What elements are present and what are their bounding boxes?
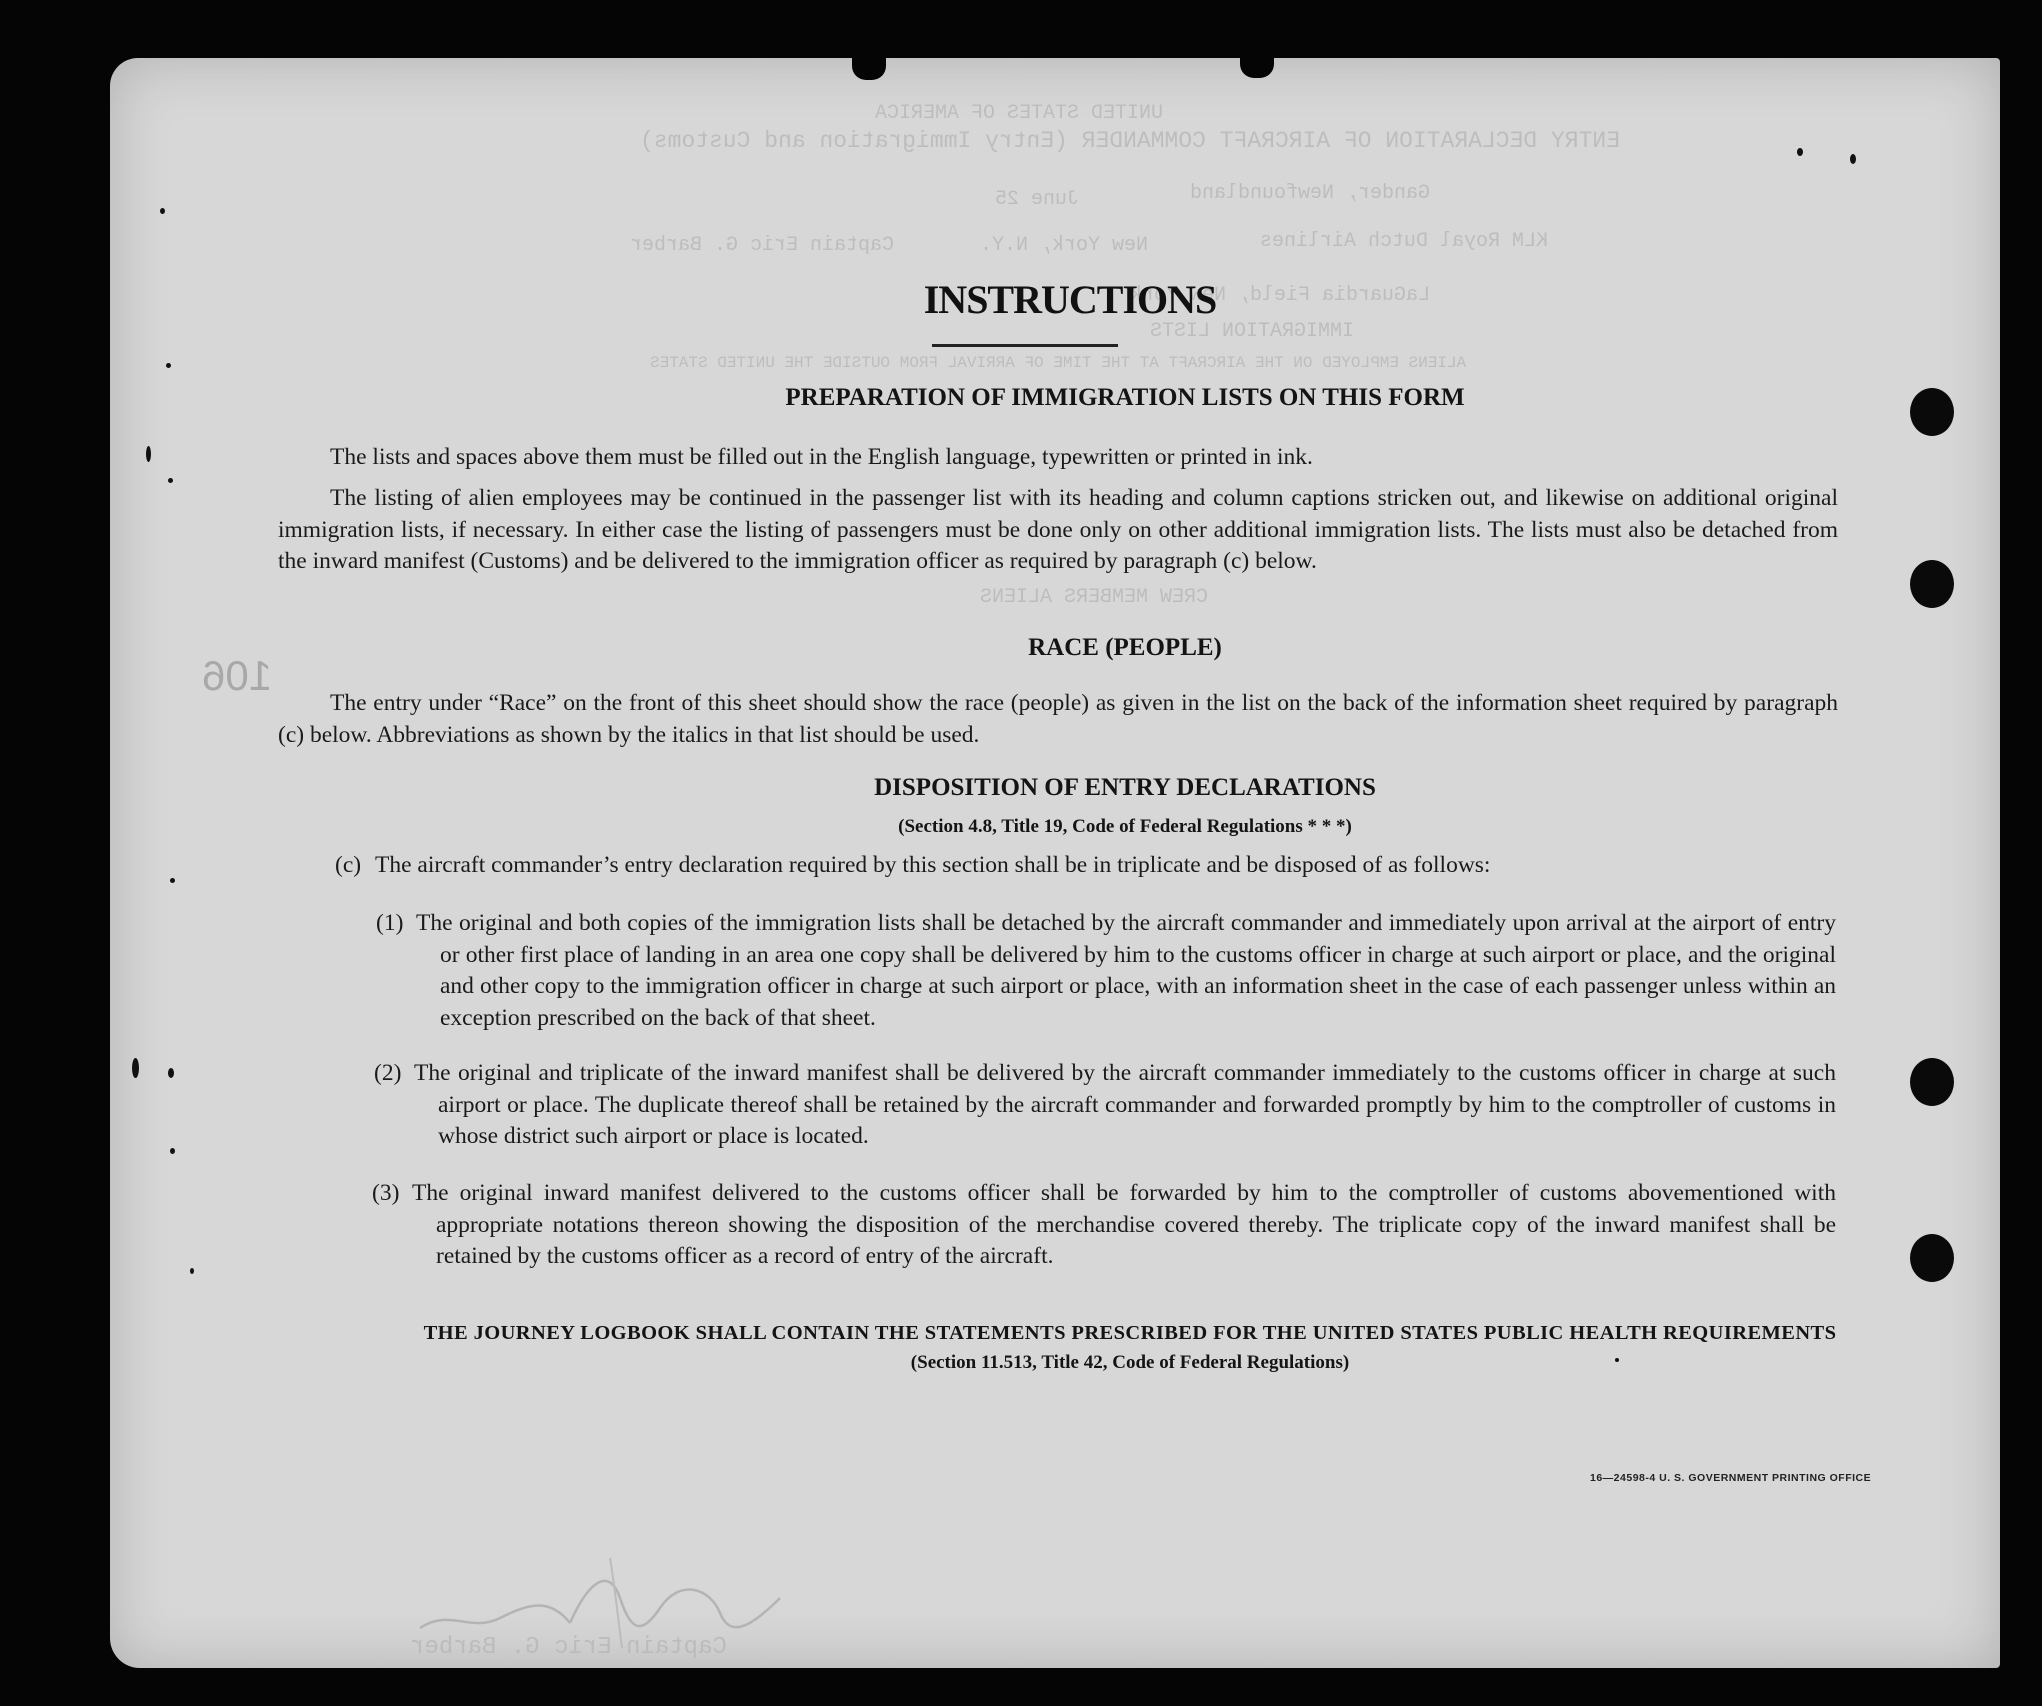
bleed-through-text: New York, N.Y. xyxy=(980,234,1149,257)
footer-citation: (Section 11.513, Title 42, Code of Federal Regulations) xyxy=(910,1352,1350,1373)
title-underline xyxy=(932,344,1118,347)
item-text: The original inward manifest delivered to the customs officer shall be forwarded by him to the comptroller of customs abovementioned with appropriate notations thereon showing the disposition of the merchandise covered thereby. The triplicate copy of the inward manifest shall be retained by the customs officer as a record of entry of the aircraft. xyxy=(412,1180,1836,1269)
footer-notice: THE JOURNEY LOGBOOK SHALL CONTAIN THE STATEMENTS PRESCRIBED FOR THE UNITED STATES PUBLIC HEALTH REQUIREMENTS xyxy=(423,1322,1837,1344)
section-subheading: (Section 4.8, Title 19, Code of Federal Regulations * * *) xyxy=(898,816,1352,837)
section-heading-race: RACE (PEOPLE) xyxy=(1028,634,1222,661)
dust-speck xyxy=(1615,1358,1619,1362)
item-text: The original and both copies of the immigration lists shall be detached by the aircraft commander and immediately upon arrival at the airport of entry or other first place of landing in an area one copy shall be delivered by him to the customs officer in charge at such airport or place, and the original and other copy to the immigration officer in charge at such airport or place, with an information sheet in the case of each passenger unless within an exception prescribed on the back of that sheet. xyxy=(416,910,1836,1031)
bleed-through-text: ENTRY DECLARATION OF AIRCRAFT COMMANDER (Entry Immigration and Customs) xyxy=(640,128,1620,154)
punch-hole xyxy=(1910,1234,1954,1282)
paragraph: The lists and spaces above them must be filled out in the English language, typewritten or printed in ink. xyxy=(330,444,1313,470)
item-label: (2) xyxy=(374,1060,402,1086)
dust-speck xyxy=(166,363,171,368)
bleed-through-text: June 25 xyxy=(995,188,1080,211)
dust-speck xyxy=(170,1148,175,1154)
paragraph: The entry under “Race” on the front of this sheet should show the race (people) as given in the list on the back of the information sheet required by paragraph (c) below. Abbreviations as shown by the italics in that list should be used. xyxy=(278,690,1838,748)
punch-hole xyxy=(1910,1058,1954,1106)
list-item xyxy=(335,850,1835,882)
list-item xyxy=(372,1178,1836,1273)
list-item xyxy=(374,1058,1836,1153)
bleed-through-text: LaGuardia Field, New York xyxy=(1130,284,1431,307)
bleed-through-text: KLM Royal Dutch Airlines xyxy=(1260,230,1549,253)
paper-notch xyxy=(1240,52,1274,78)
page-title: INSTRUCTIONS xyxy=(923,277,1217,322)
dust-speck xyxy=(168,1068,174,1078)
bleed-through-text: UNITED STATES OF AMERICA xyxy=(875,102,1164,125)
dust-speck xyxy=(146,446,151,462)
bleed-through-text: CREW MEMBERS ALIENS xyxy=(980,586,1209,609)
signature-image xyxy=(410,1538,790,1658)
punch-hole xyxy=(1910,560,1954,608)
bleed-through-text: ALIENS EMPLOYED ON THE AIRCRAFT AT THE TIME OF ARRIVAL FROM OUTSIDE THE UNITED STATES xyxy=(650,354,1467,372)
item-label: (c) xyxy=(335,852,362,878)
dust-speck xyxy=(170,878,175,883)
paragraph: The listing of alien employees may be continued in the passenger list with its heading and column captions stricken out, and likewise on additional original immigration lists, if necessary. In either case the listing of passengers must be done only on other additional immigration lists. The lists must also be detached from the inward manifest (Customs) and be delivered to the immigration officer as required by paragraph (c) below. xyxy=(278,485,1838,574)
bleed-through-text: IMMIGRATION LISTS xyxy=(1150,320,1355,343)
printer-imprint: 16—24598-4 U. S. GOVERNMENT PRINTING OFFICE xyxy=(1590,1472,1872,1484)
document-sheet xyxy=(110,58,2000,1668)
dust-speck xyxy=(190,1268,194,1274)
item-label: (1) xyxy=(376,910,404,936)
dust-speck xyxy=(132,1058,139,1078)
dust-speck xyxy=(1850,154,1856,164)
bleed-through-text: Captain Eric G. Barber xyxy=(410,1634,727,1661)
bleed-through-page-number: 106 xyxy=(202,652,273,699)
dust-speck xyxy=(160,208,165,214)
bleed-through-text: Captain Eric G. Barber xyxy=(630,234,895,257)
item-label: (3) xyxy=(372,1180,400,1206)
section-heading-disposition: DISPOSITION OF ENTRY DECLARATIONS xyxy=(874,774,1376,801)
dust-speck xyxy=(168,478,173,483)
section-heading-immigration: PREPARATION OF IMMIGRATION LISTS ON THIS FORM xyxy=(785,384,1465,411)
dust-speck xyxy=(1797,148,1803,156)
paper-notch xyxy=(852,52,886,80)
item-text: The original and triplicate of the inward manifest shall be delivered by the aircraft commander immediately to the customs officer in charge at such airport or place. The duplicate thereof shall be retained by the aircraft commander and forwarded promptly by him to the comptroller of customs in whose district such airport or place is located. xyxy=(414,1060,1836,1149)
bleed-through-text: Gander, Newfoundland xyxy=(1190,182,1431,205)
list-item xyxy=(376,908,1836,1034)
item-text: The aircraft commander’s entry declaration required by this section shall be in triplicate and be disposed of as follows: xyxy=(375,852,1491,878)
